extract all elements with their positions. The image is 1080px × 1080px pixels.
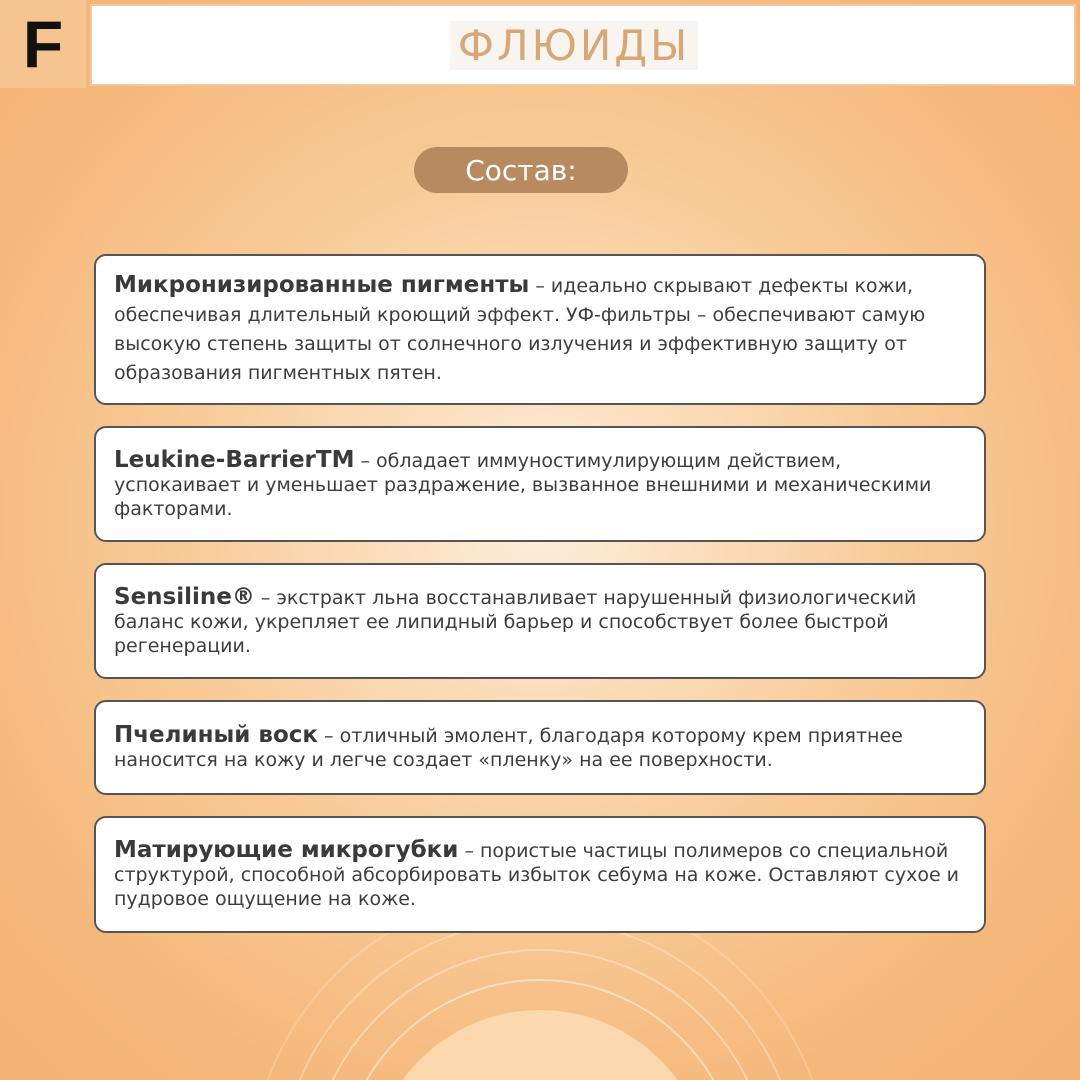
ingredient-description	[114, 723, 966, 772]
ingredient-description	[114, 585, 966, 658]
logo	[0, 0, 88, 88]
ingredient-card	[94, 700, 986, 795]
page-title: ФЛЮИДЫ	[450, 21, 698, 70]
ingredient-text: – идеально скрывают дефекты кожи, обеспечивая длительный кроющий эффект. УФ-фильтры – обеспечивают самую высокую степень защиты от солнечного излучения и эффективную защиту от образования пигментных пятен.	[114, 275, 926, 384]
section-label: Состав:	[414, 147, 628, 193]
ingredient-description	[114, 448, 966, 521]
ingredient-card	[94, 563, 986, 679]
ingredient-description	[114, 838, 966, 911]
ingredient-text: – пористые частицы полимеров со специальной структурой, способной абсорбировать избыток себума на коже. Оставляют сухое и пудровое ощущение на коже.	[114, 840, 960, 910]
ingredient-text: – отличный эмолент, благодаря которому крем приятнее наносится на кожу и легче создает «пленку» на ее поверхности.	[114, 725, 903, 771]
ingredient-name: Микронизированные пигменты	[114, 272, 530, 298]
header	[0, 0, 1080, 88]
ingredient-card	[94, 426, 986, 542]
logo-letter: F	[22, 7, 64, 81]
ingredient-card	[94, 254, 986, 405]
ingredient-name: Sensiline®	[114, 583, 255, 610]
ingredient-name: Leukine-BarrierTM	[114, 446, 355, 473]
ingredient-name: Матирующие микрогубки	[114, 837, 459, 863]
ingredient-text: – экстракт льна восстанавливает нарушенный физиологический баланс кожи, укрепляет ее липидный барьер и способствует более быстрой регенерации.	[114, 586, 917, 657]
ingredient-text: – обладает иммуностимулирующим действием, успокаивает и уменьшает раздражение, вызванное внешними и механическими факторами.	[114, 449, 932, 520]
ingredient-card	[94, 816, 986, 933]
ingredient-name: Пчелиный воск	[114, 722, 319, 748]
ingredient-description	[114, 271, 966, 388]
title-bar	[90, 4, 1076, 86]
